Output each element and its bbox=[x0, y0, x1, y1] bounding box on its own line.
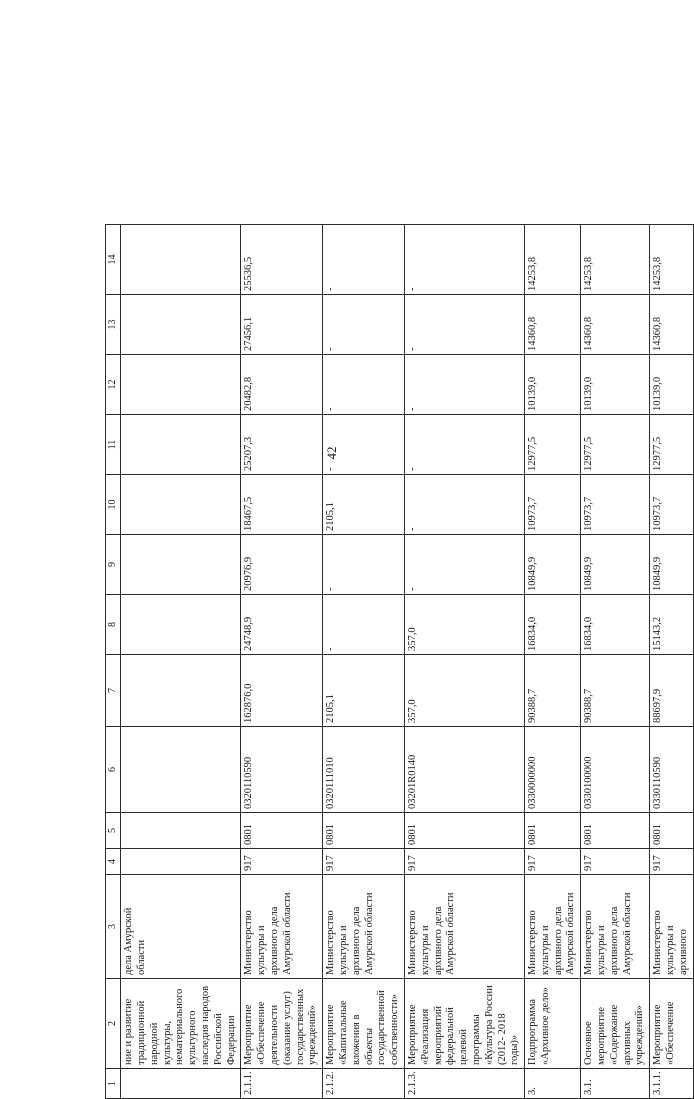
total-value: 357,0 bbox=[404, 655, 524, 727]
year-value: 18467,5 bbox=[241, 475, 323, 535]
year-value: 16834,0 bbox=[525, 595, 581, 655]
year-value: 14360,8 bbox=[650, 295, 693, 355]
year-value: - bbox=[323, 595, 405, 655]
responsible-executor: Министерство культуры и архивного дела Амурской области bbox=[241, 875, 323, 979]
section-code bbox=[121, 813, 241, 849]
year-value: 25207,3 bbox=[241, 415, 323, 475]
total-value: 2105,1 bbox=[323, 655, 405, 727]
year-value: 12977,5 bbox=[581, 415, 650, 475]
page-number: 42 bbox=[324, 446, 339, 460]
year-value: 20482,8 bbox=[241, 355, 323, 415]
year-value: 10849,9 bbox=[650, 535, 693, 595]
year-value: - bbox=[404, 295, 524, 355]
responsible-executor: Министерство культуры и архивного дела Амурской области bbox=[581, 875, 650, 979]
year-value: 10849,9 bbox=[525, 535, 581, 595]
grbs-code: 917 bbox=[525, 849, 581, 875]
year-value: - bbox=[323, 415, 405, 475]
year-value: 12977,5 bbox=[650, 415, 693, 475]
column-header: 4 bbox=[106, 849, 121, 875]
budget-table bbox=[105, 224, 694, 1099]
year-value: - bbox=[323, 535, 405, 595]
grbs-code: 917 bbox=[323, 849, 405, 875]
column-header: 13 bbox=[106, 295, 121, 355]
grbs-code: 917 bbox=[581, 849, 650, 875]
responsible-executor: Министерство культуры и архивного дела Амурской области bbox=[323, 875, 405, 979]
year-value: - bbox=[323, 355, 405, 415]
year-value: - bbox=[323, 225, 405, 295]
column-header: 9 bbox=[106, 535, 121, 595]
year-value: 14253,8 bbox=[650, 225, 693, 295]
year-value: 16834,0 bbox=[581, 595, 650, 655]
column-header: 14 bbox=[106, 225, 121, 295]
target-article-code bbox=[121, 727, 241, 813]
measure-name: Мероприятие «Капитальные вложения в объекты государственной собственности» bbox=[323, 979, 405, 1069]
target-article-code: 0320111010 bbox=[323, 727, 405, 813]
column-header: 7 bbox=[106, 655, 121, 727]
row-number: 2.1.1. bbox=[241, 1069, 323, 1099]
column-header: 10 bbox=[106, 475, 121, 535]
year-value: 24748,9 bbox=[241, 595, 323, 655]
responsible-executor: Министерство культуры и архивного дела Амурской области bbox=[525, 875, 581, 979]
section-code: 0801 bbox=[650, 813, 693, 849]
year-value: 14360,8 bbox=[525, 295, 581, 355]
year-value bbox=[121, 295, 241, 355]
responsible-executor: Министерство культуры и архивного bbox=[650, 875, 693, 979]
year-value: 357,0 bbox=[404, 595, 524, 655]
year-value: 10973,7 bbox=[581, 475, 650, 535]
row-number: 2.1.2. bbox=[323, 1069, 405, 1099]
responsible-executor: дела Амурской области bbox=[121, 875, 241, 979]
measure-name: Мероприятие «Обеспечение bbox=[650, 979, 693, 1069]
target-article-code: 03201R0140 bbox=[404, 727, 524, 813]
year-value bbox=[121, 415, 241, 475]
row-number: 2.1.3. bbox=[404, 1069, 524, 1099]
year-value bbox=[121, 355, 241, 415]
row-number bbox=[121, 1069, 241, 1099]
year-value: 10139,0 bbox=[650, 355, 693, 415]
header-row bbox=[106, 225, 121, 1099]
column-header: 8 bbox=[106, 595, 121, 655]
year-value: - bbox=[404, 355, 524, 415]
year-value: 2105,1 bbox=[323, 475, 405, 535]
target-article-code: 0320110590 bbox=[241, 727, 323, 813]
year-value: - bbox=[404, 535, 524, 595]
year-value: 10973,7 bbox=[525, 475, 581, 535]
year-value: 12977,5 bbox=[525, 415, 581, 475]
year-value: 10849,9 bbox=[581, 535, 650, 595]
section-code: 0801 bbox=[581, 813, 650, 849]
year-value: 14253,8 bbox=[581, 225, 650, 295]
total-value: 90388,7 bbox=[581, 655, 650, 727]
measure-name: Подпрограмма «Архивное дело» bbox=[525, 979, 581, 1069]
column-header: 5 bbox=[106, 813, 121, 849]
measure-name: Основное мероприятие «Содержание архивных учреждений» bbox=[581, 979, 650, 1069]
year-value bbox=[121, 475, 241, 535]
table-row bbox=[404, 225, 524, 1099]
grbs-code bbox=[121, 849, 241, 875]
column-header: 3 bbox=[106, 875, 121, 979]
year-value: - bbox=[323, 295, 405, 355]
column-header: 11 bbox=[106, 415, 121, 475]
section-code: 0801 bbox=[404, 813, 524, 849]
year-value: 14253,8 bbox=[525, 225, 581, 295]
year-value: 20976,9 bbox=[241, 535, 323, 595]
year-value bbox=[121, 595, 241, 655]
target-article-code: 0330000000 bbox=[525, 727, 581, 813]
total-value: 90388,7 bbox=[525, 655, 581, 727]
year-value: 25536,5 bbox=[241, 225, 323, 295]
column-header: 12 bbox=[106, 355, 121, 415]
grbs-code: 917 bbox=[241, 849, 323, 875]
rotated-table-sheet bbox=[105, 254, 689, 1099]
row-number: 3.1.1. bbox=[650, 1069, 693, 1099]
table-row bbox=[650, 225, 693, 1099]
column-header: 1 bbox=[106, 1069, 121, 1099]
year-value bbox=[121, 225, 241, 295]
section-code: 0801 bbox=[241, 813, 323, 849]
year-value: 14360,8 bbox=[581, 295, 650, 355]
year-value: 10973,7 bbox=[650, 475, 693, 535]
target-article-code: 0330100000 bbox=[581, 727, 650, 813]
row-number: 3.1. bbox=[581, 1069, 650, 1099]
year-value bbox=[121, 535, 241, 595]
year-value: - bbox=[404, 225, 524, 295]
total-value: 88697,9 bbox=[650, 655, 693, 727]
column-header: 2 bbox=[106, 979, 121, 1069]
total-value: 162876,0 bbox=[241, 655, 323, 727]
year-value: - bbox=[404, 475, 524, 535]
column-header: 6 bbox=[106, 727, 121, 813]
section-code: 0801 bbox=[525, 813, 581, 849]
year-value: - bbox=[404, 415, 524, 475]
measure-name: Мероприятие «Обеспечение деятельности (оказание услуг) государственных учреждений» bbox=[241, 979, 323, 1069]
measure-name: Мероприятие «Реализация мероприятий федеральной целевой программы «Культура России (2012- 2018 годы)» bbox=[404, 979, 524, 1069]
grbs-code: 917 bbox=[404, 849, 524, 875]
year-value: 10139,0 bbox=[525, 355, 581, 415]
measure-name: ние и развитие традиционной народной культуры, нематериального культурного наследия народов Российской Федерации bbox=[121, 979, 241, 1069]
total-value bbox=[121, 655, 241, 727]
table-row bbox=[581, 225, 650, 1099]
year-value: 10139,0 bbox=[581, 355, 650, 415]
year-value: 15143,2 bbox=[650, 595, 693, 655]
table-row bbox=[241, 225, 323, 1099]
grbs-code: 917 bbox=[650, 849, 693, 875]
section-code: 0801 bbox=[323, 813, 405, 849]
table-row bbox=[323, 225, 405, 1099]
row-number: 3. bbox=[525, 1069, 581, 1099]
target-article-code: 0330110590 bbox=[650, 727, 693, 813]
table-row bbox=[121, 225, 241, 1099]
year-value: 27456,1 bbox=[241, 295, 323, 355]
table-row bbox=[525, 225, 581, 1099]
responsible-executor: Министерство культуры и архивного дела Амурской области bbox=[404, 875, 524, 979]
